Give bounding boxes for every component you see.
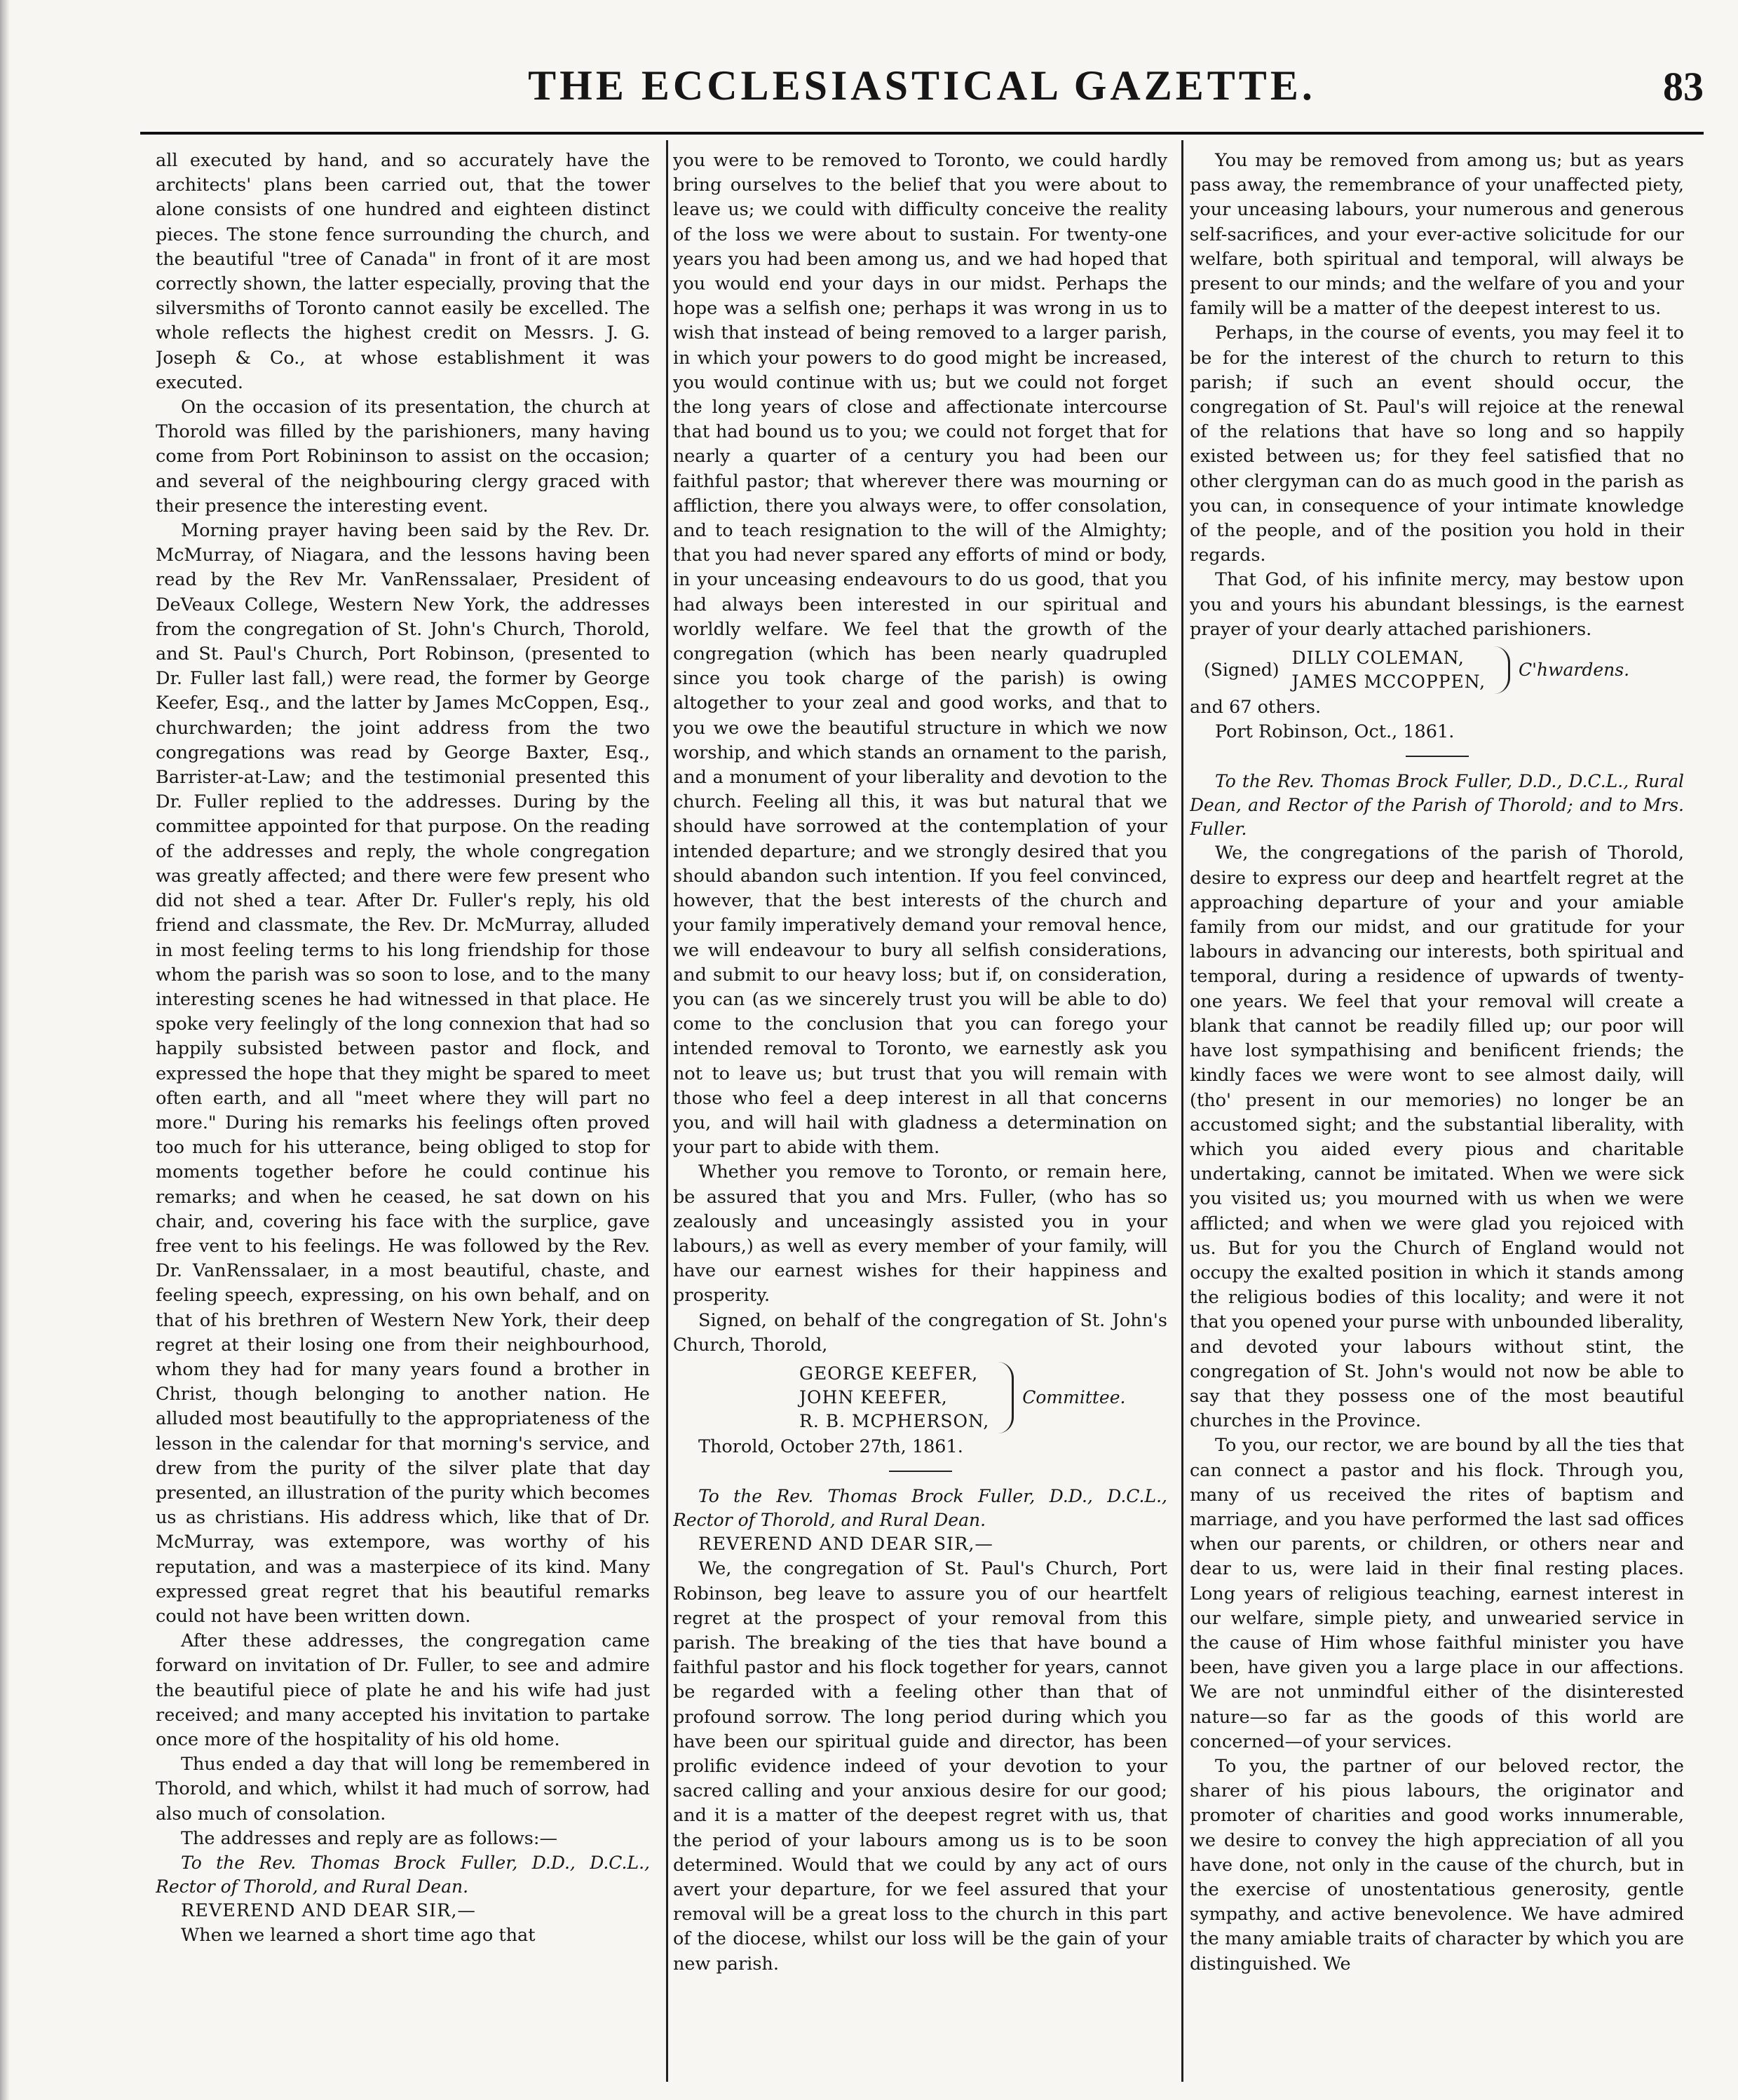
dateline: Thorold, October 27th, 1861. [698, 1436, 963, 1457]
paragraph: On the occasion of its presentation, the church at Thorold was filled by the parishioners, many having come from Port Robininson to assist on the occasion; and several of the neighbouring clergy graced with their presence the interesting event. [156, 397, 650, 517]
paragraph: The addresses and reply are as follows:— [181, 1827, 557, 1849]
address-heading: To the Rev. Thomas Brock Fuller, D.D., D.C.L., Rector of Thorold, and Rural Dean. [673, 1486, 1167, 1531]
brace [998, 1362, 1014, 1433]
signatory-role: C'hwardens. [1519, 660, 1630, 681]
salutation: REVEREND AND DEAR SIR,— [181, 1900, 476, 1922]
scan-edge [0, 0, 42, 2100]
signatory-name: DILLY COLEMAN, [1291, 648, 1465, 669]
section-rule [889, 1471, 952, 1472]
masthead [140, 62, 1704, 122]
salutation: REVEREND AND DEAR SIR,— [698, 1534, 993, 1555]
paragraph: Perhaps, in the course of events, you may feel it to be for the interest of the church to return to this parish; if such an event should occur, the congregation of St. Paul's will rejoice at the renewal of the relations that have so long and so happily existed between us; for they feel satisfied that no other clergyman can do as much good in the parish as you can, in consequence of your intimate knowledge of the people, and of the position you hold in their regards. [1190, 322, 1684, 566]
column-3 [1190, 149, 1684, 2083]
paragraph: We, the congregations of the parish of Thorold, desire to express our deep and heartfelt regret at the approaching departure of your and your amiable family from our midst, and our gratitude for your labours in advancing our interests, both spiritual and temporal, during a residence of upwards of twenty-one years. We feel that your removal will create a blank that cannot be readily filled up; our poor will have lost sympathising and benificent friends; the kindly faces we were wont to see almost daily, will (tho' present in our memories) no longer be an accustomed sight; and the substantial liberality, with which you aided every pious and charitable undertaking, cannot be imitated. When we were sick you visited us; you mourned with us when we were afflicted; and when we were glad you rejoiced with us. But for you the Church of England would not occupy the exalted position in which it stands among the religious bodies of this locality; and were it not that you opened your purse with unbounded liberality, and devoted your labours without stint, the congregation of St. John's would not now be able to say that they possess one of the most beautiful churches in the Province. [1190, 843, 1684, 1432]
signatory-names [799, 1362, 989, 1433]
address-heading: To the Rev. Thomas Brock Fuller, D.D., D.C.L., Rural Dean, and Rector of the Parish of Thorold; and to Mrs. Fuller. [1190, 771, 1684, 840]
paragraph: Thus ended a day that will long be remembered in Thorold, and which, whilst it had much of sorrow, had also much of consolation. [156, 1754, 650, 1825]
paragraph: That God, of his infinite mercy, may bestow upon you and yours his abundant blessings, is the earnest prayer of your dearly attached parishioners. [1190, 569, 1684, 640]
signatory-name: JAMES MCCOPPEN, [1291, 671, 1486, 693]
paragraph: We, the congregation of St. Paul's Church, Port Robinson, beg leave to assure you of our heartfelt regret at the prospect of your removal from this parish. The breaking of the ties that have bound a faithful pastor and his flock together for years, cannot be regarded with a feeling other than that of profound sorrow. The long period during which you have been our spiritual guide and director, has been prolific evidence indeed of your devotion to your sacred calling and your anxious desire for our good; and it is a matter of the deepest regret with us, that the period of your labours among us is to be soon determined. Would that we could by any act of ours avert your departure, for we feel assured that your removal will be a great loss to the church in this part of the diocese, whilst our loss will be the gain of your new parish. [673, 1558, 1167, 1975]
paragraph: After these addresses, the congregation came forward on invitation of Dr. Fuller, to see and admire the beautiful piece of plate he and his wife had just received; and many accepted his invitation to partake once more of the hospitality of his old home. [156, 1630, 650, 1750]
paragraph: you were to be removed to Toronto, we could hardly bring ourselves to the belief that you were about to leave us; we could with difficulty conceive the reality of the loss we were about to sustain. For twenty-one years you had been among us, and we had hoped that you would end your days in our midst. Perhaps the hope was a selfish one; perhaps it was wrong in us to wish that instead of being removed to a larger parish, in which your powers to do good might be increased, you would continue with us; but we could not forget the long years of close and affectionate intercourse that had bound us to you; we could not forget that for nearly a quarter of a century you had been our faithful pastor; that wherever there was mourning or affliction, there you always were, to offer consolation, and to teach resignation to the will of the Almighty; that you had never spared any efforts of mind or body, in your unceasing endeavours to do us good, that you had always been interested in our spiritual and worldly welfare. We feel that the growth of the congregation (which has been nearly quadrupled since you took charge of the parish) is owing altogether to your zeal and good works, and that to you we owe the beautiful structure in which we now worship, and which stands an ornament to the parish, and a monument of your liberality and devotion to the church. Feeling all this, it was but natural that we should have sorrowed at the contemplation of your intended departure; and we strongly desired that you should abandon such intention. If you feel convinced, however, that the best interests of the church and your family imperatively demand your removal hence, we will endeavour to bury all selfish considerations, and submit to our heavy loss; but if, on consideration, you can (as we sincerely trust you will be able to do) come to the conclusion that you can forego your intended removal to Toronto, we earnestly ask you not to leave us; but trust that you will remain with those who feel a deep interest in all that concerns you, and will hail with gladness a determination on your part to abide with them. [673, 150, 1167, 1159]
header-rule [140, 132, 1704, 135]
signatory-role: Committee. [1022, 1387, 1126, 1408]
paragraph: Whether you remove to Toronto, or remain here, be assured that you and Mrs. Fuller, (who has so zealously and unceasingly assisted you in your labours,) as well as every member of your family, will have our earnest wishes for their happiness and prosperity. [673, 1161, 1167, 1307]
paragraph: To you, the partner of our beloved rector, the sharer of his pious labours, the originator and promoter of charities and good works innumerable, we desire to convey the high appreciation of all you have done, not only in the cause of the church, but in the exercise of unostentatious generosity, gentle sympathy, and active benevolence. We have admired the many amiable traits of character by which you are distinguished. We [1190, 1755, 1684, 1975]
paragraph: all executed by hand, and so accurately have the architects' plans been carried out, that the tower alone consists of one hundred and eighteen distinct pieces. The stone fence surrounding the church, and the beautiful "tree of Canada" in front of it are most correctly shown, the latter especially, proving that the silversmiths of Toronto cannot easily be excelled. The whole reflects the highest credit on Messrs. J. G. Joseph & Co., at whose establishment it was executed. [156, 150, 650, 393]
column-divider [666, 140, 668, 2082]
paragraph: When we learned a short time ago that [181, 1925, 536, 1946]
signature-block [1204, 646, 1684, 694]
column-1 [156, 149, 650, 2083]
signatory-name: GEORGE KEEFER, [799, 1363, 979, 1384]
signed-label: (Signed) [1204, 660, 1279, 681]
paragraph: You may be removed from among us; but as years pass away, the remembrance of your unaffected piety, your unceasing labours, your numerous and generous self-sacrifices, and your ever-active solicitude for our welfare, both spiritual and temporal, will always be present to our minds; and the welfare of you and your family will be a matter of the deepest interest to us. [1190, 150, 1684, 320]
others-note: and 67 others. [1190, 697, 1322, 718]
signatory-names [1292, 646, 1486, 694]
column-divider [1181, 140, 1183, 2082]
paragraph: To you, our rector, we are bound by all the ties that can connect a pastor and his flock. Through you, many of us received the rites of baptism and marriage, and you have performed the last sad offices when our parents, or children, or others near and dear to us, were laid in their final resting places. Long years of religious teaching, earnest interest in our welfare, simple piety, and unwearied service in the cause of Him whose faithful minister you have been, have given you a large place in our affections. We are not unmindful either of the disinterested nature—so far as the goods of this world are concerned—of your services. [1190, 1435, 1684, 1752]
publication-title: THE ECCLESIASTICAL GAZETTE. [528, 62, 1316, 109]
column-2 [673, 149, 1167, 2083]
page-number: 83 [1663, 64, 1704, 109]
paragraph: Morning prayer having been said by the Rev. Dr. McMurray, of Niagara, and the lessons having been read by the Rev Mr. VanRenssalaer, President of DeVeaux College, Western New York, the addresses from the congregation of St. John's Church, Thorold, and St. Paul's Church, Port Robinson, (presented to Dr. Fuller last fall,) were read, the former by George Keefer, Esq., and the latter by James McCoppen, Esq., churchwarden; the joint address from the two congregations was read by George Baxter, Esq., Barrister-at-Law; and the testimonial presented this Dr. Fuller replied to the addresses. During by the committee appointed for that purpose. On the reading of the addresses and reply, the whole congregation was greatly affected; and there were few present who did not shed a tear. After Dr. Fuller's reply, his old friend and classmate, the Rev. Dr. McMurray, alluded in most feeling terms to his long friendship for those whom the parish was so soon to lose, and to the many interesting scenes he had witnessed in that place. He spoke very feelingly of the long connexion that had so happily subsisted between pastor and flock, and expressed the hope that they might be spared to meet often earth, and all "meet where they will part no more." During his remarks his feelings often proved too much for his utterance, being obliged to stop for moments together before he could continue his remarks; and when he ceased, he sat down on his chair, and, covering his face with the surplice, gave free vent to his feelings. He was followed by the Rev. Dr. VanRenssalaer, in a most beautiful, chaste, and feeling speech, expressing, on his own behalf, and on that of his brethren of Western New York, their deep regret at their losing one from their neighbourhood, whom they had for many years found a brother in Christ, though belonging to another nation. He alluded most beautifully to the appropriateness of the lesson in the calendar for that morning's service, and drew from the purity of the silver plate that day presented, an illustration of the purity which becomes us as christians. His address which, like that of Dr. McMurray, was extempore, was worthy of his reputation, and was a masterpiece of its kind. Many expressed great regret that his beautiful remarks could not have been written down. [156, 520, 650, 1627]
section-rule [1406, 756, 1469, 757]
dateline: Port Robinson, Oct., 1861. [1215, 721, 1455, 743]
paragraph: Signed, on behalf of the congregation of St. John's Church, Thorold, [673, 1309, 1167, 1356]
address-heading: To the Rev. Thomas Brock Fuller, D.D., D.C.L., Rector of Thorold, and Rural Dean. [156, 1853, 650, 1897]
signatory-name: R. B. MCPHERSON, [799, 1410, 990, 1431]
signatory-name: JOHN KEEFER, [799, 1386, 948, 1407]
brace [1494, 646, 1510, 694]
signature-block [799, 1362, 1167, 1433]
